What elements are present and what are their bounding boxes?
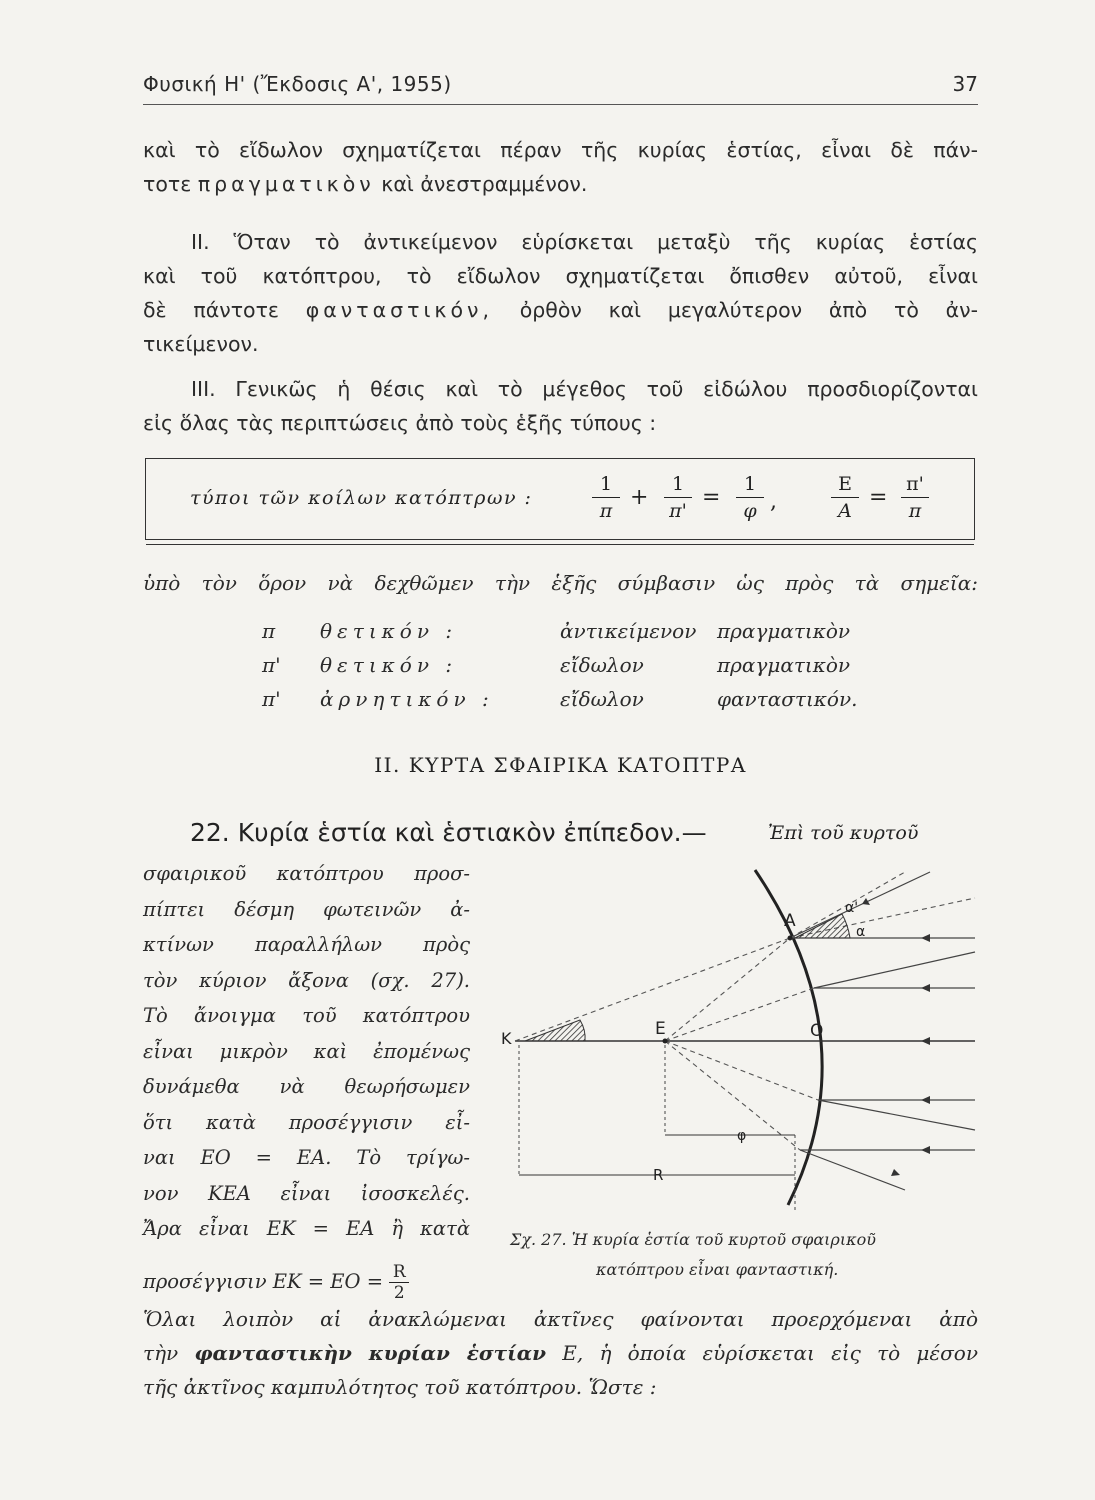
text-fragment: τοτε bbox=[143, 172, 198, 196]
reflected-ray bbox=[818, 1100, 975, 1130]
label-alpha-prime: α' bbox=[845, 900, 859, 916]
left-column-line: Ἄρα εἶναι ΕΚ = ΕΑ ἢ κατὰ bbox=[143, 1217, 470, 1240]
convention-object: εἴδωλον bbox=[560, 653, 644, 677]
emphasis-virtual-focus: φανταστικὴν κυρίαν ἑστίαν bbox=[194, 1341, 547, 1365]
subsection-title-tail: Ἐπὶ τοῦ κυρτοῦ bbox=[768, 822, 919, 844]
angle-at-K bbox=[525, 1020, 585, 1041]
equals-sign: = bbox=[702, 485, 721, 510]
left-column-line: κτίνων παραλλήλων πρὸς bbox=[143, 933, 470, 956]
paragraph-2-line-2: καὶ τοῦ κατόπτρου, τὸ εἴδωλον σχηματίζεται ὄπισθεν αὐτοῦ, εἶναι bbox=[143, 264, 978, 288]
text-fragment: καὶ ἀνεστραμμένον. bbox=[374, 172, 588, 196]
arrow-head bbox=[921, 1146, 930, 1154]
denominator: φ bbox=[743, 500, 757, 522]
convention-kind: πραγματικὸν bbox=[717, 653, 851, 677]
text-fragment: τὴν bbox=[143, 1341, 195, 1365]
left-column-line: ναι ΕΟ = ΕΑ. Τὸ τρίγω- bbox=[143, 1146, 470, 1169]
numerator: Ε bbox=[831, 473, 859, 498]
label-alpha: α bbox=[856, 924, 866, 940]
convention-object: ἀντικείμενον bbox=[560, 619, 697, 643]
section-heading: ΙΙ. ΚΥΡΤΑ ΣΦΑΙΡΙΚΑ ΚΑΤΟΠΤΡΑ bbox=[374, 753, 747, 777]
reflected-ray bbox=[800, 1150, 905, 1190]
header-title: Φυσική Η' (Ἔκδοσις Α', 1955) bbox=[143, 72, 452, 96]
paragraph-1-line-1: καὶ τὸ εἴδωλον σχηματίζεται πέραν τῆς κυρίας ἑστίας, εἶναι δὲ πάν- bbox=[143, 138, 978, 162]
left-column-line: ὅτι κατὰ προσέγγισιν εἶ- bbox=[143, 1110, 470, 1134]
emphasis-virtual: φανταστικόν, bbox=[305, 298, 493, 322]
paragraph-2-line-4: τικείμενον. bbox=[143, 332, 259, 356]
label-phi: φ bbox=[737, 1128, 747, 1144]
text-fragment: ὀρθὸν καὶ μεγαλύτερον ἀπὸ τὸ ἀν- bbox=[492, 298, 978, 322]
label-R: R bbox=[653, 1166, 664, 1184]
formula-label: τύποι τῶν κοίλων κατόπτρων : bbox=[190, 487, 533, 509]
label-E: E bbox=[655, 1019, 666, 1039]
arrow-head bbox=[921, 984, 930, 992]
denominator: π' bbox=[669, 500, 687, 522]
paragraph-3-line-1: ΙΙΙ. Γενικῶς ἡ θέσις καὶ τὸ μέγεθος τοῦ εἰδώλου προσδιορίζονται bbox=[191, 377, 978, 401]
caption-line-1: Σχ. 27. Ἡ κυρία ἑστία τοῦ κυρτοῦ σφαιρικοῦ bbox=[510, 1230, 876, 1249]
approx-text: προσέγγισιν ΕΚ = ΕΟ = bbox=[143, 1270, 384, 1293]
convention-sign: θετικόν : bbox=[320, 653, 458, 677]
numerator: π' bbox=[901, 473, 929, 498]
radius-line bbox=[515, 938, 790, 1041]
left-column-line: τὸν κύριον ἄξονα (σχ. 27). bbox=[143, 968, 470, 992]
paragraph-2-line-1: ΙΙ. Ὅταν τὸ ἀντικείμενον εὑρίσκεται μεταξὺ τῆς κυρίας ἑστίας bbox=[191, 230, 978, 254]
convention-sign: θετικόν : bbox=[320, 619, 458, 643]
convention-kind: φανταστικόν. bbox=[717, 687, 858, 711]
numerator: 1 bbox=[736, 473, 764, 498]
left-column-line: δυνάμεθα νὰ θεωρήσωμεν bbox=[143, 1075, 470, 1098]
focus-point bbox=[663, 1039, 668, 1044]
numerator: 1 bbox=[664, 473, 692, 498]
closing-line-2 bbox=[143, 1336, 978, 1370]
arrow-head bbox=[921, 1037, 930, 1045]
label-A: A bbox=[784, 911, 796, 931]
convention-symbol: π' bbox=[262, 653, 281, 677]
closing-paragraph bbox=[143, 1302, 978, 1404]
convention-symbol: π' bbox=[262, 687, 281, 711]
label-K: K bbox=[501, 1029, 512, 1048]
label-O: O bbox=[810, 1021, 824, 1041]
left-column-line: νον ΚΕΑ εἶναι ἰσοσκελές. bbox=[143, 1181, 470, 1205]
figure-caption bbox=[510, 1225, 980, 1285]
comma: , bbox=[770, 489, 777, 514]
incidence-point bbox=[788, 936, 793, 941]
reflected-ray bbox=[814, 952, 975, 988]
denominator: Α bbox=[838, 500, 852, 522]
left-column-line: εἶναι μικρὸν καὶ ἐπομένως bbox=[143, 1039, 470, 1063]
text-fragment: Ε, ἡ ὁποία εὑρίσκεται εἰς τὸ μέσον bbox=[546, 1341, 978, 1365]
caption-line-2: κατόπτρου εἶναι φανταστική. bbox=[596, 1260, 839, 1279]
equals-sign: = bbox=[869, 485, 888, 510]
arrow-head bbox=[921, 934, 930, 942]
text-fragment: δὲ πάντοτε bbox=[143, 298, 306, 322]
subsection-title: 22. Κυρία ἑστία καὶ ἑστιακὸν ἐπίπεδον.— bbox=[190, 818, 707, 847]
convention-symbol: π bbox=[262, 619, 276, 643]
arrow-head bbox=[891, 1169, 900, 1176]
emphasis-real: πραγματικὸν bbox=[197, 172, 375, 196]
convention-sign: ἀρνητικόν : bbox=[320, 687, 494, 711]
closing-line-1: Ὅλαι λοιπὸν αἱ ἀνακλώμεναι ἀκτῖνες φαίνονται προερχόμεναι ἀπὸ bbox=[143, 1307, 978, 1331]
numerator: R bbox=[389, 1262, 409, 1283]
arrow-head bbox=[921, 1096, 930, 1104]
convention-intro: ὑπὸ τὸν ὅρον νὰ δεχθῶμεν τὴν ἑξῆς σύμβασιν ὡς πρὸς τὰ σημεῖα: bbox=[143, 571, 978, 595]
convention-object: εἴδωλον bbox=[560, 687, 644, 711]
convention-kind: πραγματικὸν bbox=[717, 619, 851, 643]
left-column-line: σφαιρικοῦ κατόπτρου προσ- bbox=[143, 862, 470, 885]
left-column-line: πίπτει δέσμη φωτεινῶν ἀ- bbox=[143, 897, 470, 921]
numerator: 1 bbox=[592, 473, 620, 498]
denominator: π bbox=[908, 500, 922, 522]
paragraph-3-line-2: εἰς ὅλας τὰς περιπτώσεις ἀπὸ τοὺς ἑξῆς τύπους : bbox=[143, 411, 657, 435]
plus-sign: + bbox=[630, 485, 649, 510]
denominator: 2 bbox=[393, 1283, 405, 1303]
page-number: 37 bbox=[952, 72, 978, 96]
closing-line-3: τῆς ἀκτῖνος καμπυλότητος τοῦ κατόπτρου. Ὥστε : bbox=[143, 1375, 657, 1399]
angle-at-A bbox=[795, 914, 850, 938]
denominator: π bbox=[599, 500, 613, 522]
left-column-line: Τὸ ἄνοιγμα τοῦ κατόπτρου bbox=[143, 1004, 470, 1027]
